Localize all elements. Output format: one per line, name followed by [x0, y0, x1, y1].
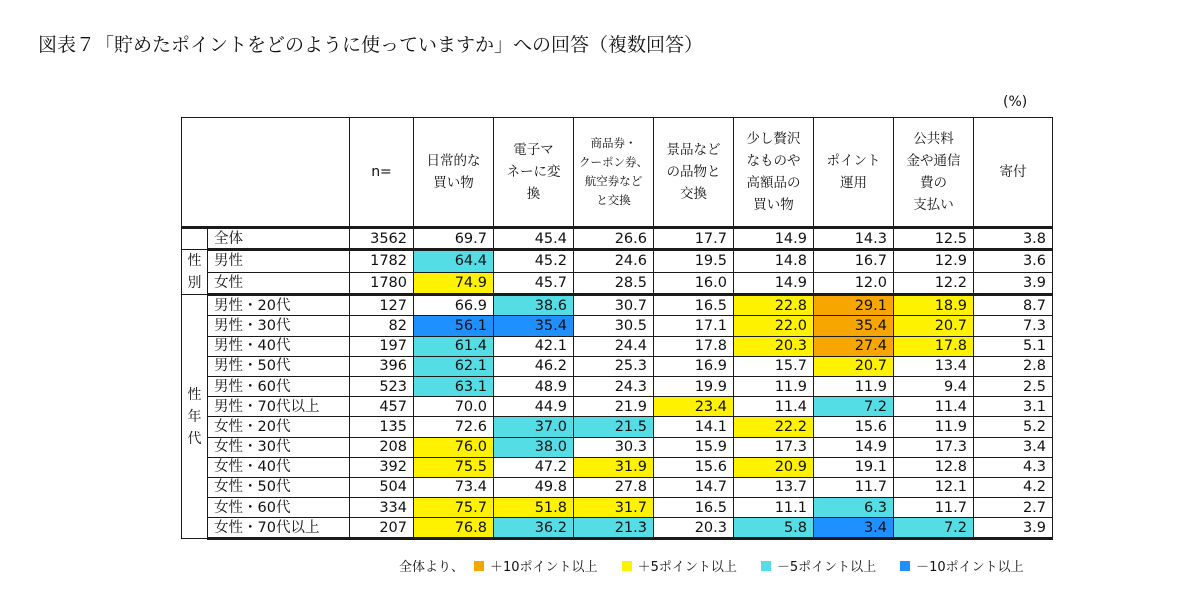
header-col-5: 少し贅沢 なものや 高額品の 買い物: [734, 118, 814, 228]
value-cell: 11.7: [814, 477, 894, 497]
value-cell: 75.5: [414, 457, 494, 477]
value-cell: 76.8: [414, 518, 494, 539]
value-cell: 16.7: [814, 250, 894, 273]
value-cell: 15.7: [734, 356, 814, 376]
n-cell: 392: [350, 457, 414, 477]
row-label: 男性: [208, 250, 350, 273]
value-cell: 72.6: [414, 417, 494, 437]
value-cell: 17.1: [654, 316, 734, 336]
legend-label: ＋10ポイント以上: [490, 560, 598, 575]
n-cell: 504: [350, 477, 414, 497]
value-cell: 29.1: [814, 295, 894, 316]
value-cell: 44.9: [494, 397, 574, 417]
value-cell: 30.5: [574, 316, 654, 336]
row-label: 男性・60代: [208, 376, 350, 396]
value-cell: 14.9: [734, 228, 814, 250]
value-cell: 17.7: [654, 228, 734, 250]
table-row: [182, 228, 1053, 250]
value-cell: 37.0: [494, 417, 574, 437]
value-cell: 20.7: [814, 356, 894, 376]
legend-lead: 全体より、: [399, 560, 465, 575]
value-cell: 69.7: [414, 228, 494, 250]
value-cell: 11.4: [734, 397, 814, 417]
table-row: [182, 356, 1053, 376]
row-label: 女性・30代: [208, 437, 350, 457]
value-cell: 49.8: [494, 477, 574, 497]
table-row: [182, 397, 1053, 417]
value-cell: 19.9: [654, 376, 734, 396]
n-cell: 523: [350, 376, 414, 396]
value-cell: 47.2: [494, 457, 574, 477]
value-cell: 26.6: [574, 228, 654, 250]
value-cell: 12.5: [894, 228, 974, 250]
n-cell: 135: [350, 417, 414, 437]
value-cell: 46.2: [494, 356, 574, 376]
value-cell: 25.3: [574, 356, 654, 376]
header-n: n=: [350, 118, 414, 228]
value-cell: 2.7: [974, 498, 1053, 518]
table-row: [182, 518, 1053, 539]
n-cell: 1780: [350, 272, 414, 295]
value-cell: 70.0: [414, 397, 494, 417]
results-table: [181, 117, 1053, 540]
header-col-3: 商品券・ クーポン券、 航空券など と交換: [574, 118, 654, 228]
row-label: 女性・20代: [208, 417, 350, 437]
value-cell: 20.3: [734, 336, 814, 356]
value-cell: 3.1: [974, 397, 1053, 417]
value-cell: 20.3: [654, 518, 734, 539]
n-cell: 3562: [350, 228, 414, 250]
table-row: [182, 376, 1053, 396]
n-cell: 82: [350, 316, 414, 336]
row-label: 男性・50代: [208, 356, 350, 376]
legend-item-plus10: [474, 556, 598, 575]
legend-label: －10ポイント以上: [916, 560, 1024, 575]
group-label: 性 別: [182, 250, 208, 295]
legend-swatch: [622, 561, 632, 571]
legend-swatch: [474, 561, 484, 571]
value-cell: 22.0: [734, 316, 814, 336]
value-cell: 15.9: [654, 437, 734, 457]
legend-label: －5ポイント以上: [776, 560, 877, 575]
value-cell: 5.1: [974, 336, 1053, 356]
legend: [399, 556, 1024, 575]
value-cell: 17.3: [894, 437, 974, 457]
table-row: [182, 316, 1053, 336]
value-cell: 35.4: [494, 316, 574, 336]
value-cell: 18.9: [894, 295, 974, 316]
value-cell: 16.5: [654, 295, 734, 316]
row-label: 女性・40代: [208, 457, 350, 477]
value-cell: 48.9: [494, 376, 574, 396]
value-cell: 24.4: [574, 336, 654, 356]
row-label: 女性・60代: [208, 498, 350, 518]
value-cell: 64.4: [414, 250, 494, 273]
value-cell: 24.3: [574, 376, 654, 396]
value-cell: 27.8: [574, 477, 654, 497]
value-cell: 15.6: [654, 457, 734, 477]
value-cell: 3.8: [974, 228, 1053, 250]
value-cell: 12.9: [894, 250, 974, 273]
table-row: [182, 336, 1053, 356]
value-cell: 3.9: [974, 518, 1053, 539]
value-cell: 38.0: [494, 437, 574, 457]
value-cell: 8.7: [974, 295, 1053, 316]
row-label: 女性・70代以上: [208, 518, 350, 539]
legend-label: ＋5ポイント以上: [637, 560, 737, 575]
header-col-7: 公共料 金や通信 費の 支払い: [894, 118, 974, 228]
row-label: 全体: [208, 228, 350, 250]
table-row: [182, 250, 1053, 273]
value-cell: 35.4: [814, 316, 894, 336]
table-row: [182, 417, 1053, 437]
value-cell: 13.4: [894, 356, 974, 376]
value-cell: 20.7: [894, 316, 974, 336]
value-cell: 62.1: [414, 356, 494, 376]
value-cell: 76.0: [414, 437, 494, 457]
value-cell: 42.1: [494, 336, 574, 356]
table-row: [182, 437, 1053, 457]
value-cell: 5.8: [734, 518, 814, 539]
value-cell: 12.8: [894, 457, 974, 477]
value-cell: 16.5: [654, 498, 734, 518]
header-col-6: ポイント 運用: [814, 118, 894, 228]
table-row: [182, 457, 1053, 477]
value-cell: 12.2: [894, 272, 974, 295]
value-cell: 11.1: [734, 498, 814, 518]
table-body: [182, 228, 1053, 539]
value-cell: 19.1: [814, 457, 894, 477]
value-cell: 73.4: [414, 477, 494, 497]
value-cell: 3.4: [814, 518, 894, 539]
table-row: [182, 272, 1053, 295]
value-cell: 9.4: [894, 376, 974, 396]
value-cell: 38.6: [494, 295, 574, 316]
value-cell: 11.9: [894, 417, 974, 437]
value-cell: 17.3: [734, 437, 814, 457]
value-cell: 3.4: [974, 437, 1053, 457]
value-cell: 45.4: [494, 228, 574, 250]
value-cell: 74.9: [414, 272, 494, 295]
value-cell: 15.6: [814, 417, 894, 437]
legend-item-plus5: [622, 556, 737, 575]
value-cell: 11.9: [734, 376, 814, 396]
n-cell: 334: [350, 498, 414, 518]
value-cell: 11.9: [814, 376, 894, 396]
value-cell: 2.5: [974, 376, 1053, 396]
value-cell: 21.5: [574, 417, 654, 437]
value-cell: 27.4: [814, 336, 894, 356]
value-cell: 6.3: [814, 498, 894, 518]
value-cell: 3.6: [974, 250, 1053, 273]
value-cell: 20.9: [734, 457, 814, 477]
value-cell: 22.2: [734, 417, 814, 437]
value-cell: 63.1: [414, 376, 494, 396]
value-cell: 16.0: [654, 272, 734, 295]
header-col-2: 電子マ ネーに変 換: [494, 118, 574, 228]
value-cell: 14.7: [654, 477, 734, 497]
n-cell: 197: [350, 336, 414, 356]
value-cell: 7.2: [894, 518, 974, 539]
chart-title: 図表７「貯めたポイントをどのように使っていますか」への回答（複数回答）: [38, 34, 704, 56]
n-cell: 207: [350, 518, 414, 539]
value-cell: 13.7: [734, 477, 814, 497]
table-row: [182, 295, 1053, 316]
group-label: [182, 228, 208, 250]
value-cell: 21.3: [574, 518, 654, 539]
legend-swatch: [900, 561, 910, 571]
row-label: 女性・50代: [208, 477, 350, 497]
header-corner: [182, 118, 350, 228]
value-cell: 30.3: [574, 437, 654, 457]
value-cell: 11.4: [894, 397, 974, 417]
value-cell: 4.2: [974, 477, 1053, 497]
n-cell: 127: [350, 295, 414, 316]
row-label: 男性・70代以上: [208, 397, 350, 417]
unit-label: (%): [1003, 94, 1028, 110]
value-cell: 7.2: [814, 397, 894, 417]
value-cell: 31.9: [574, 457, 654, 477]
value-cell: 66.9: [414, 295, 494, 316]
row-label: 男性・20代: [208, 295, 350, 316]
n-cell: 457: [350, 397, 414, 417]
value-cell: 14.8: [734, 250, 814, 273]
value-cell: 31.7: [574, 498, 654, 518]
header-col-8: 寄付: [974, 118, 1053, 228]
header-col-1: 日常的な 買い物: [414, 118, 494, 228]
n-cell: 396: [350, 356, 414, 376]
value-cell: 17.8: [894, 336, 974, 356]
value-cell: 21.9: [574, 397, 654, 417]
value-cell: 14.3: [814, 228, 894, 250]
value-cell: 7.3: [974, 316, 1053, 336]
header-col-4: 景品など の品物と 交換: [654, 118, 734, 228]
value-cell: 56.1: [414, 316, 494, 336]
table-row: [182, 477, 1053, 497]
row-label: 男性・30代: [208, 316, 350, 336]
value-cell: 28.5: [574, 272, 654, 295]
table-row: [182, 498, 1053, 518]
value-cell: 2.8: [974, 356, 1053, 376]
value-cell: 30.7: [574, 295, 654, 316]
value-cell: 19.5: [654, 250, 734, 273]
value-cell: 12.0: [814, 272, 894, 295]
value-cell: 4.3: [974, 457, 1053, 477]
value-cell: 45.2: [494, 250, 574, 273]
row-label: 男性・40代: [208, 336, 350, 356]
n-cell: 208: [350, 437, 414, 457]
value-cell: 45.7: [494, 272, 574, 295]
value-cell: 61.4: [414, 336, 494, 356]
n-cell: 1782: [350, 250, 414, 273]
row-label: 女性: [208, 272, 350, 295]
value-cell: 14.9: [734, 272, 814, 295]
header-row: [182, 118, 1053, 228]
value-cell: 24.6: [574, 250, 654, 273]
value-cell: 36.2: [494, 518, 574, 539]
value-cell: 23.4: [654, 397, 734, 417]
legend-item-minus10: [900, 556, 1024, 575]
value-cell: 51.8: [494, 498, 574, 518]
value-cell: 5.2: [974, 417, 1053, 437]
value-cell: 75.7: [414, 498, 494, 518]
value-cell: 14.1: [654, 417, 734, 437]
value-cell: 11.7: [894, 498, 974, 518]
value-cell: 12.1: [894, 477, 974, 497]
value-cell: 16.9: [654, 356, 734, 376]
group-label: 性 年 代: [182, 295, 208, 539]
legend-item-minus5: [761, 556, 876, 575]
value-cell: 14.9: [814, 437, 894, 457]
value-cell: 17.8: [654, 336, 734, 356]
value-cell: 22.8: [734, 295, 814, 316]
value-cell: 3.9: [974, 272, 1053, 295]
legend-swatch: [761, 561, 771, 571]
